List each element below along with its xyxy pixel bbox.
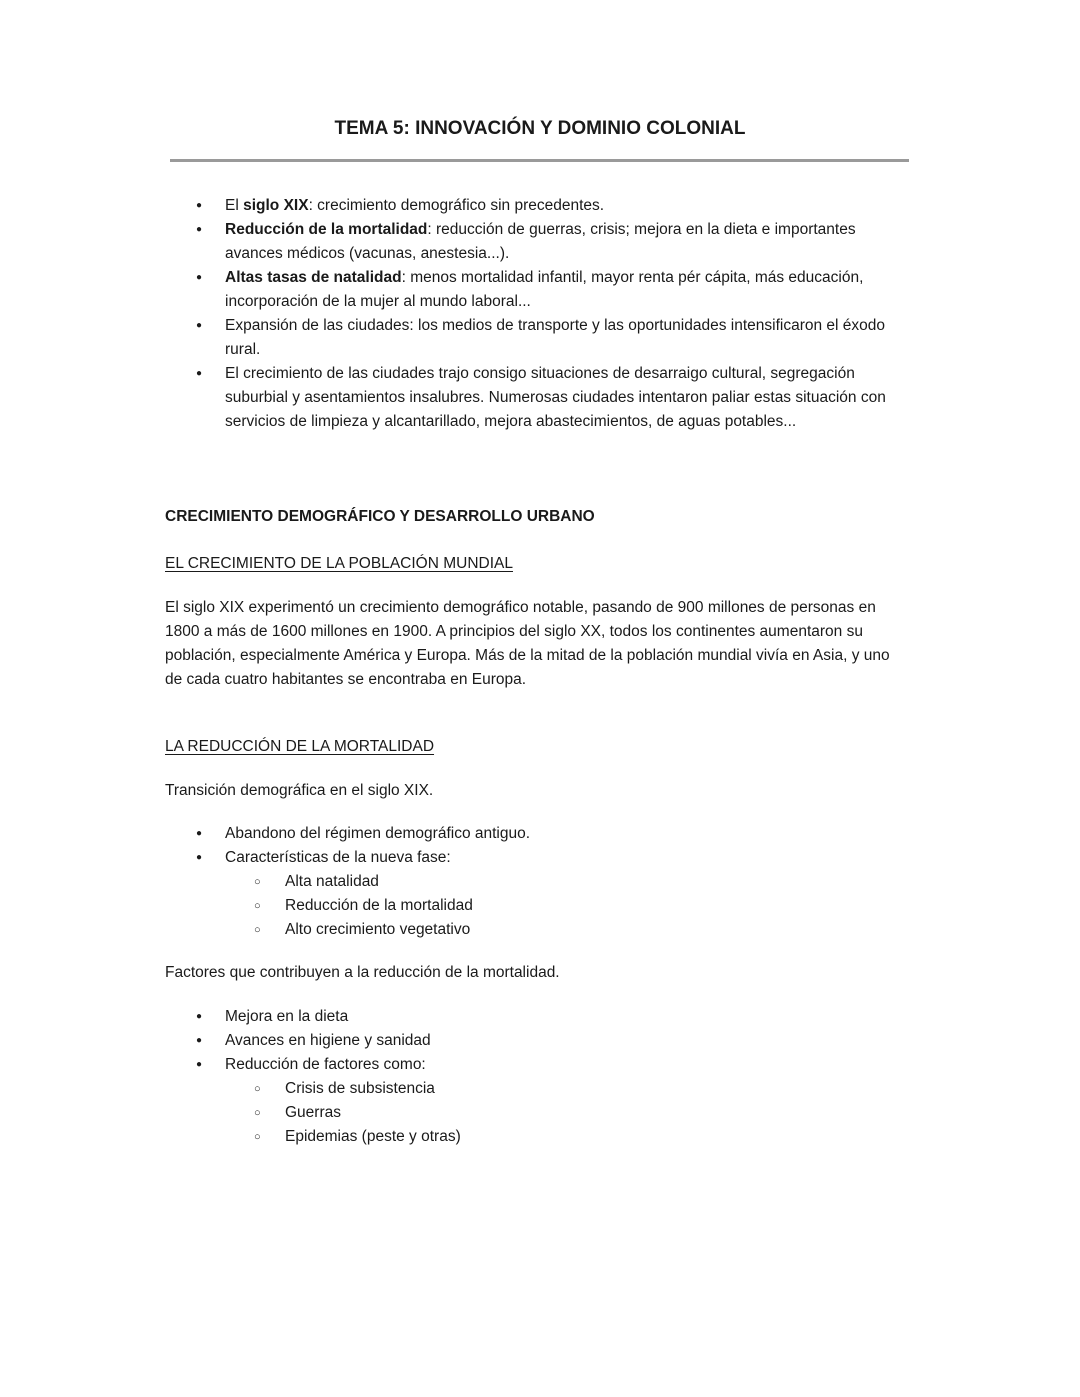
transition-list bbox=[165, 822, 910, 942]
sub-list-item: ○ Crisis de subsistencia bbox=[165, 1077, 910, 1101]
population-paragraph: El siglo XIX experimentó un crecimiento demográfico notable, pasando de 900 millones de personas en 1800 a más de 1600 millones en 1900. A principios del siglo XX, todos los continentes aumentaron su población, especialmente América y Europa. Más de la mitad de la población mundial vivía en Asia, y uno de cada cuatro habitantes se encontraba en Europa. bbox=[165, 599, 890, 688]
list-item: ● Reducción de la mortalidad: reducción de guerras, crisis; mejora en la dieta e importantes avances médicos (vacunas, anestesia...). bbox=[165, 218, 910, 266]
list-item: ● Avances en higiene y sanidad bbox=[165, 1029, 910, 1053]
list-item: ● El crecimiento de las ciudades trajo consigo situaciones de desarraigo cultural, segregación suburbial y asentamientos insalubres. Numerosas ciudades intentaron paliar estas situación con servicios de limpieza y alcantarillado, mejora abastecimientos, de aguas potables... bbox=[165, 362, 910, 434]
transition-intro: Transición demográfica en el siglo XIX. bbox=[165, 782, 434, 799]
sub-list-item: ○ Reducción de la mortalidad bbox=[165, 894, 910, 918]
list-item: ● Mejora en la dieta bbox=[165, 1005, 910, 1029]
intro-list bbox=[165, 194, 910, 434]
factors-list bbox=[165, 1005, 910, 1149]
list-item: ● Abandono del régimen demográfico antiguo. bbox=[165, 822, 910, 846]
list-item: ● Expansión de las ciudades: los medios de transporte y las oportunidades intensificaron el éxodo rural. bbox=[165, 314, 910, 362]
list-item: ● Reducción de factores como: bbox=[165, 1053, 910, 1077]
subheading-population: EL CRECIMIENTO DE LA POBLACIÓN MUNDIAL bbox=[165, 555, 513, 572]
sub-list-item: ○ Alta natalidad bbox=[165, 870, 910, 894]
list-item: ● Características de la nueva fase: bbox=[165, 846, 910, 870]
factors-intro: Factores que contribuyen a la reducción de la mortalidad. bbox=[165, 964, 560, 981]
title-divider bbox=[170, 159, 909, 162]
sub-list-item: ○ Epidemias (peste y otras) bbox=[165, 1125, 910, 1149]
sub-list-item: ○ Alto crecimiento vegetativo bbox=[165, 918, 910, 942]
section-heading: CRECIMIENTO DEMOGRÁFICO Y DESARROLLO URBANO bbox=[165, 508, 595, 525]
subheading-mortality: LA REDUCCIÓN DE LA MORTALIDAD bbox=[165, 738, 435, 755]
page-title: TEMA 5: INNOVACIÓN Y DOMINIO COLONIAL bbox=[334, 118, 746, 139]
list-item: ● Altas tasas de natalidad: menos mortalidad infantil, mayor renta pér cápita, más educación, incorporación de la mujer al mundo laboral... bbox=[165, 266, 910, 314]
list-item: ● El siglo XIX: crecimiento demográfico sin precedentes. bbox=[165, 194, 910, 218]
sub-list-item: ○ Guerras bbox=[165, 1101, 910, 1125]
